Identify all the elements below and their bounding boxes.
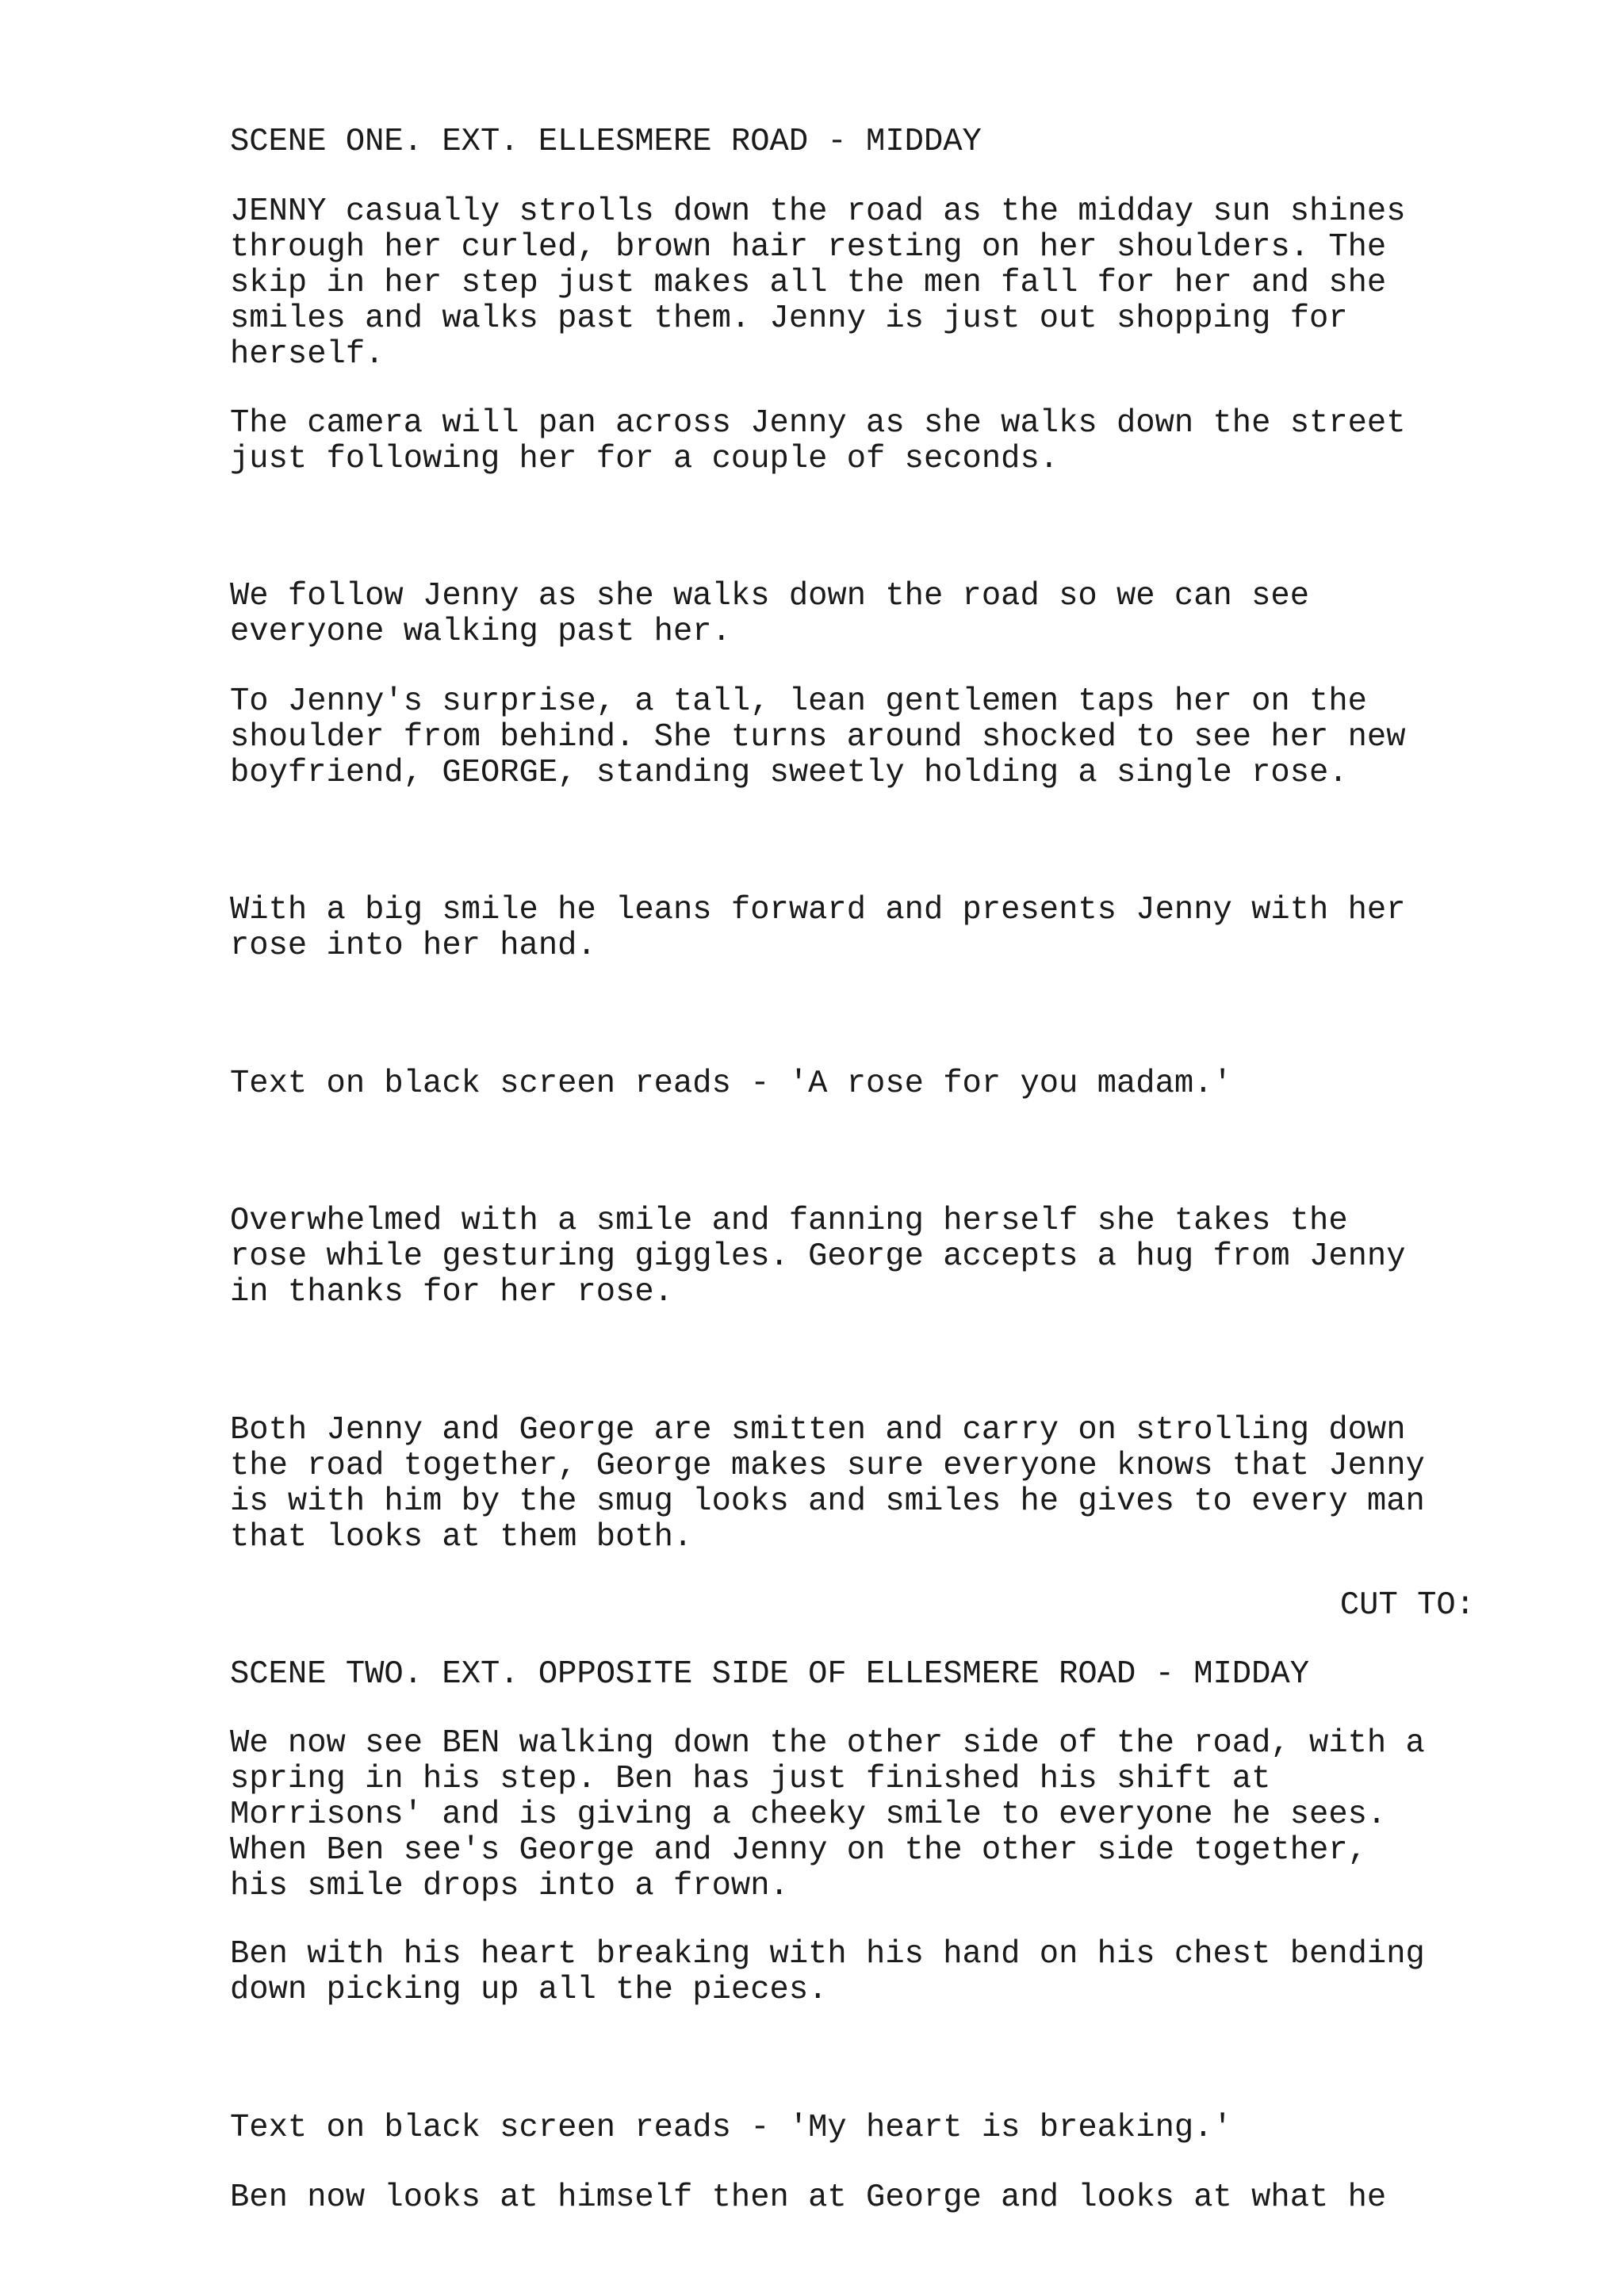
action-line: boyfriend, GEORGE, standing sweetly holding a single rose.	[230, 755, 1348, 791]
action-line: down picking up all the pieces.	[230, 1972, 828, 2008]
action-line: everyone walking past her.	[230, 614, 731, 650]
action-line: We now see BEN walking down the other side of the road, with a	[230, 1725, 1425, 1762]
action-line: the road together, George makes sure everyone knows that Jenny	[230, 1448, 1425, 1484]
action-line: We follow Jenny as she walks down the road so we can see	[230, 578, 1310, 614]
scene-two-heading: SCENE TWO. EXT. OPPOSITE SIDE OF ELLESMERE ROAD - MIDDAY	[230, 1656, 1310, 1693]
action-line: skip in her step just makes all the men fall for her and she	[230, 265, 1387, 301]
action-line: Overwhelmed with a smile and fanning herself she takes the	[230, 1203, 1348, 1239]
action-line: To Jenny's surprise, a tall, lean gentlemen taps her on the	[230, 683, 1367, 720]
text-card-rose: Text on black screen reads - 'A rose for you madam.'	[230, 1066, 1232, 1102]
action-line: just following her for a couple of seconds.	[230, 441, 1059, 477]
action-line: The camera will pan across Jenny as she walks down the street	[230, 405, 1406, 442]
action-line: Both Jenny and George are smitten and carry on strolling down	[230, 1412, 1406, 1448]
action-line: through her curled, brown hair resting on her shoulders. The	[230, 229, 1387, 266]
action-line: Ben now looks at himself then at George and looks at what he	[230, 2179, 1387, 2216]
action-line: With a big smile he leans forward and presents Jenny with her	[230, 892, 1406, 928]
action-line: his smile drops into a frown.	[230, 1868, 789, 1904]
action-line: herself.	[230, 336, 385, 373]
action-line: that looks at them both.	[230, 1519, 693, 1556]
action-line: spring in his step. Ben has just finished his shift at	[230, 1761, 1271, 1797]
action-line: smiles and walks past them. Jenny is just out shopping for	[230, 300, 1348, 337]
text-card-heart: Text on black screen reads - 'My heart is breaking.'	[230, 2110, 1232, 2146]
action-line: JENNY casually strolls down the road as the midday sun shines	[230, 193, 1406, 230]
action-line: shoulder from behind. She turns around shocked to see her new	[230, 719, 1406, 756]
scene-one-heading: SCENE ONE. EXT. ELLESMERE ROAD - MIDDAY	[230, 124, 982, 160]
action-line: in thanks for her rose.	[230, 1274, 673, 1311]
action-line: rose while gesturing giggles. George accepts a hug from Jenny	[230, 1238, 1406, 1275]
transition-cut-to: CUT TO:	[1339, 1587, 1475, 1624]
action-line: When Ben see's George and Jenny on the other side together,	[230, 1832, 1367, 1869]
action-line: Morrisons' and is giving a cheeky smile to everyone he sees.	[230, 1797, 1387, 1833]
action-line: Ben with his heart breaking with his hand on his chest bending	[230, 1936, 1425, 1973]
action-line: rose into her hand.	[230, 928, 596, 964]
action-line: is with him by the smug looks and smiles he gives to every man	[230, 1483, 1425, 1520]
